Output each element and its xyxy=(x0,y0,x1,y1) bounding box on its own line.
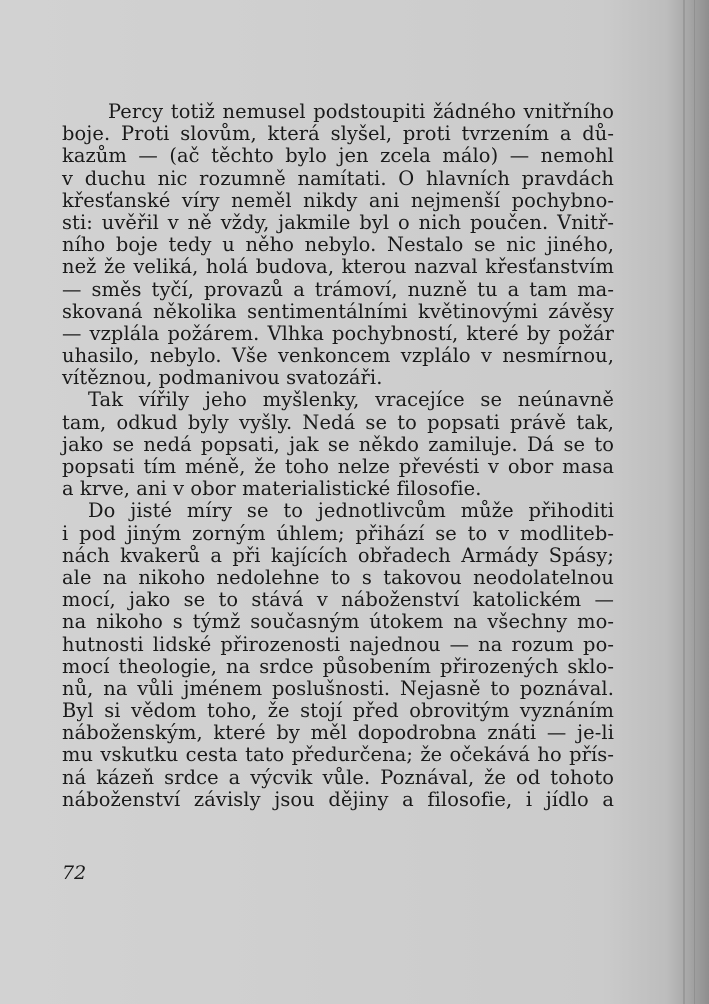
text-line: mocí theologie, na srdce působením přirozených sklo- xyxy=(62,654,614,678)
text-line: vítěznou, podmanivou svatozáři. xyxy=(62,366,383,390)
text-line: Do jisté míry se to jednotlivcům může přihoditi xyxy=(88,499,614,523)
text-line: hutnosti lidské přirozenosti najednou — na rozum po- xyxy=(62,632,614,656)
text-line: i pod jiným zorným úhlem; přihází se to v modliteb- xyxy=(62,521,614,545)
text-line: — vzplála požárem. Vlhka pochybností, které by požár xyxy=(62,321,614,345)
text-line: nách kvakerů a při kajících obřadech Armády Spásy; xyxy=(62,543,614,567)
text-line: jako se nedá popsati, jak se někdo zamiluje. Dá se to xyxy=(62,432,614,456)
page-binding-edge xyxy=(683,0,685,1004)
text-line: skovaná několika sentimentálními květinovými závěsy xyxy=(62,299,614,323)
text-line: — směs tyčí, provazů a trámoví, nuzně tu a tam ma- xyxy=(62,277,614,301)
text-line: mu vskutku cesta tato předurčena; že očekává ho přís- xyxy=(62,743,614,767)
body-text xyxy=(62,101,614,811)
text-line: mocí, jako se to stává v náboženství katolickém — xyxy=(62,588,614,612)
text-line: boje. Proti slovům, která slyšel, proti tvrzením a dů- xyxy=(62,122,614,146)
text-line: ale na nikoho nedolehne to s takovou neodolatelnou xyxy=(62,565,614,589)
text-line: tam, odkud byly vyšly. Nedá se to popsati právě tak, xyxy=(62,410,614,434)
text-line: a krve, ani v obor materialistické filosofie. xyxy=(62,477,482,501)
text-line: náboženským, které by měl dopodrobna znáti — je-li xyxy=(62,721,614,745)
text-line: nů, na vůli jménem poslušnosti. Nejasně to poznával. xyxy=(62,676,614,700)
text-line: ná kázeň srdce a výcvik vůle. Poznával, že od tohoto xyxy=(62,765,614,789)
text-line: na nikoho s týmž současným útokem na všechny mo- xyxy=(62,610,614,634)
text-line: popsati tím méně, že toho nelze převésti v obor masa xyxy=(62,455,614,478)
text-line: Tak vířily jeho myšlenky, vracejíce se neúnavně xyxy=(88,388,614,412)
text-line: než že veliká, holá budova, kterou nazval křesťanstvím xyxy=(62,255,614,279)
text-line: ního boje tedy u něho nebylo. Nestalo se nic jiného, xyxy=(62,233,614,257)
text-line: v duchu nic rozumně namítati. O hlavních pravdách xyxy=(62,166,614,190)
text-line: Percy totiž nemusel podstoupiti žádného vnitřního xyxy=(108,100,614,123)
page-binding-shadow xyxy=(694,0,695,1004)
text-line: Byl si vědom toho, že stojí před obrovitým vyznáním xyxy=(62,699,614,723)
text-line: křesťanské víry neměl nikdy ani nejmenší pochybno- xyxy=(62,188,614,212)
page-number: 72 xyxy=(62,862,87,884)
text-line: náboženství závisly jsou dějiny a filosofie, i jídlo a xyxy=(62,787,614,811)
text-line: kazům — (ač těchto bylo jen zcela málo) — nemohl xyxy=(62,144,614,168)
text-line: sti: uvěřil v ně vždy, jakmile byl o nich poučen. Vnitř- xyxy=(62,210,614,234)
text-line: uhasilo, nebylo. Vše venkoncem vzplálo v nesmírnou, xyxy=(62,344,614,368)
